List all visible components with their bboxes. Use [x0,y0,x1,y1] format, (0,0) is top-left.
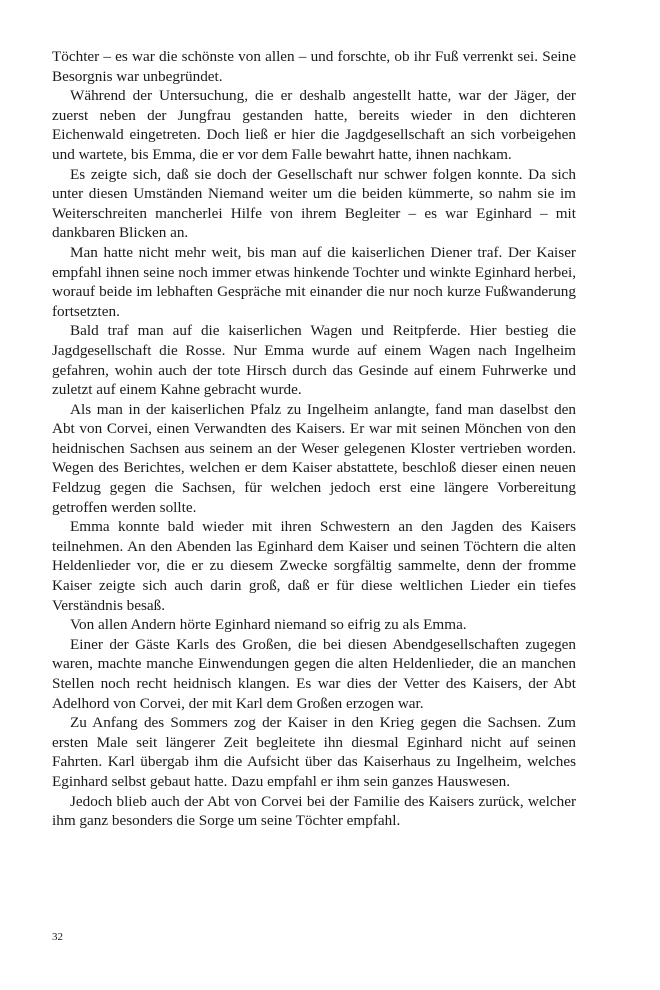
paragraph-3: Es zeigte sich, daß sie doch der Gesellschaft nur schwer folgen konnte. Da sich unter diesen Umständen Niemand weiter um die beiden kümmerte, so nahm sie im Weiterschreiten mancherlei Hilfe von ihrem Begleiter – es war Eginhard – mit dankbaren Blicken an. [52,165,576,242]
paragraph-6: Als man in der kaiserlichen Pfalz zu Ingelheim anlangte, fand man daselbst den Abt von Corvei, einen Verwandten des Kaisers. Er war mit seinen Mönchen von den heidnischen Sachsen aus seinem an der Weser gelegenen Kloster vertrieben worden. Wegen des Berichtes, welchen er dem Kaiser abstattete, beschloß dieser einen neuen Feldzug gegen die Sachsen, für welchen jedoch erst eine längere Vorbereitung getroffen werden sollte. [52,400,576,516]
paragraph-4: Man hatte nicht mehr weit, bis man auf die kaiserlichen Diener traf. Der Kaiser empfahl ihnen seine noch immer etwas hinkende Tochter und winkte Eginhard herbei, worauf beide im lebhaften Gespräche mit einander die nur noch kurze Fußwanderung fortsetzten. [52,243,576,320]
paragraph-8: Von allen Andern hörte Eginhard niemand so eifrig zu als Emma. [70,616,467,634]
paragraph-7: Emma konnte bald wieder mit ihren Schwestern an den Jagden des Kaisers teilnehmen. An den Abenden las Eginhard dem Kaiser und seinen Töchtern die alten Heldenlieder vor, die er zu diesem Zwecke sorgfältig sammelte, denn der fromme Kaiser zeigte sich auch darin groß, daß er für diese weltlichen Lieder ein tiefes Verständnis besaß. [52,518,576,614]
page-number: 32 [52,931,63,943]
paragraph-9: Einer der Gäste Karls des Großen, die bei diesen Abendgesellschaften zugegen waren, machte manche Einwendungen gegen die alten Heldenlieder, die an manchen Stellen noch recht heidnisch klangen. Es war dies der Vetter des Kaisers, der Abt Adelhord von Corvei, der mit Karl dem Großen erzogen war. [52,635,576,712]
paragraph-10: Zu Anfang des Sommers zog der Kaiser in den Krieg gegen die Sachsen. Zum ersten Male seit längerer Zeit begleitete ihn diesmal Eginhard nicht auf seinen Fahrten. Karl übergab ihm die Aufsicht über das Kaiserhaus zu Ingelheim, welches Eginhard selbst gebaut hatte. Dazu empfahl er ihm sein ganzes Hauswesen. [52,714,576,790]
paragraph-2: Während der Untersuchung, die er deshalb angestellt hatte, war der Jäger, der zuerst neben der Jungfrau gestanden hatte, bereits wieder in den dichteren Eichenwald eingetreten. Doch ließ er hier die Jagdgesellschaft an sich vorbeigehen und wartete, bis Emma, die er vor dem Falle bewahrt hatte, ihnen nachkam. [52,87,576,163]
paragraph-1: Töchter – es war die schönste von allen – und forschte, ob ihr Fuß verrenkt sei. Seine Besorgnis war unbegründet. [52,48,576,85]
paragraph-5: Bald traf man auf die kaiserlichen Wagen und Reitpferde. Hier bestieg die Jagdgesellschaft die Rosse. Nur Emma wurde auf einem Wagen nach Ingelheim gefahren, wohin auch der tote Hirsch durch das Gesinde auf einem Fuhrwerke und zuletzt auf einem Kahne gebracht wurde. [52,322,576,399]
paragraph-11: Jedoch blieb auch der Abt von Corvei bei der Familie des Kaisers zurück, welcher ihm ganz besonders die Sorge um seine Töchter empfahl. [52,792,576,830]
page-body [52,47,576,831]
